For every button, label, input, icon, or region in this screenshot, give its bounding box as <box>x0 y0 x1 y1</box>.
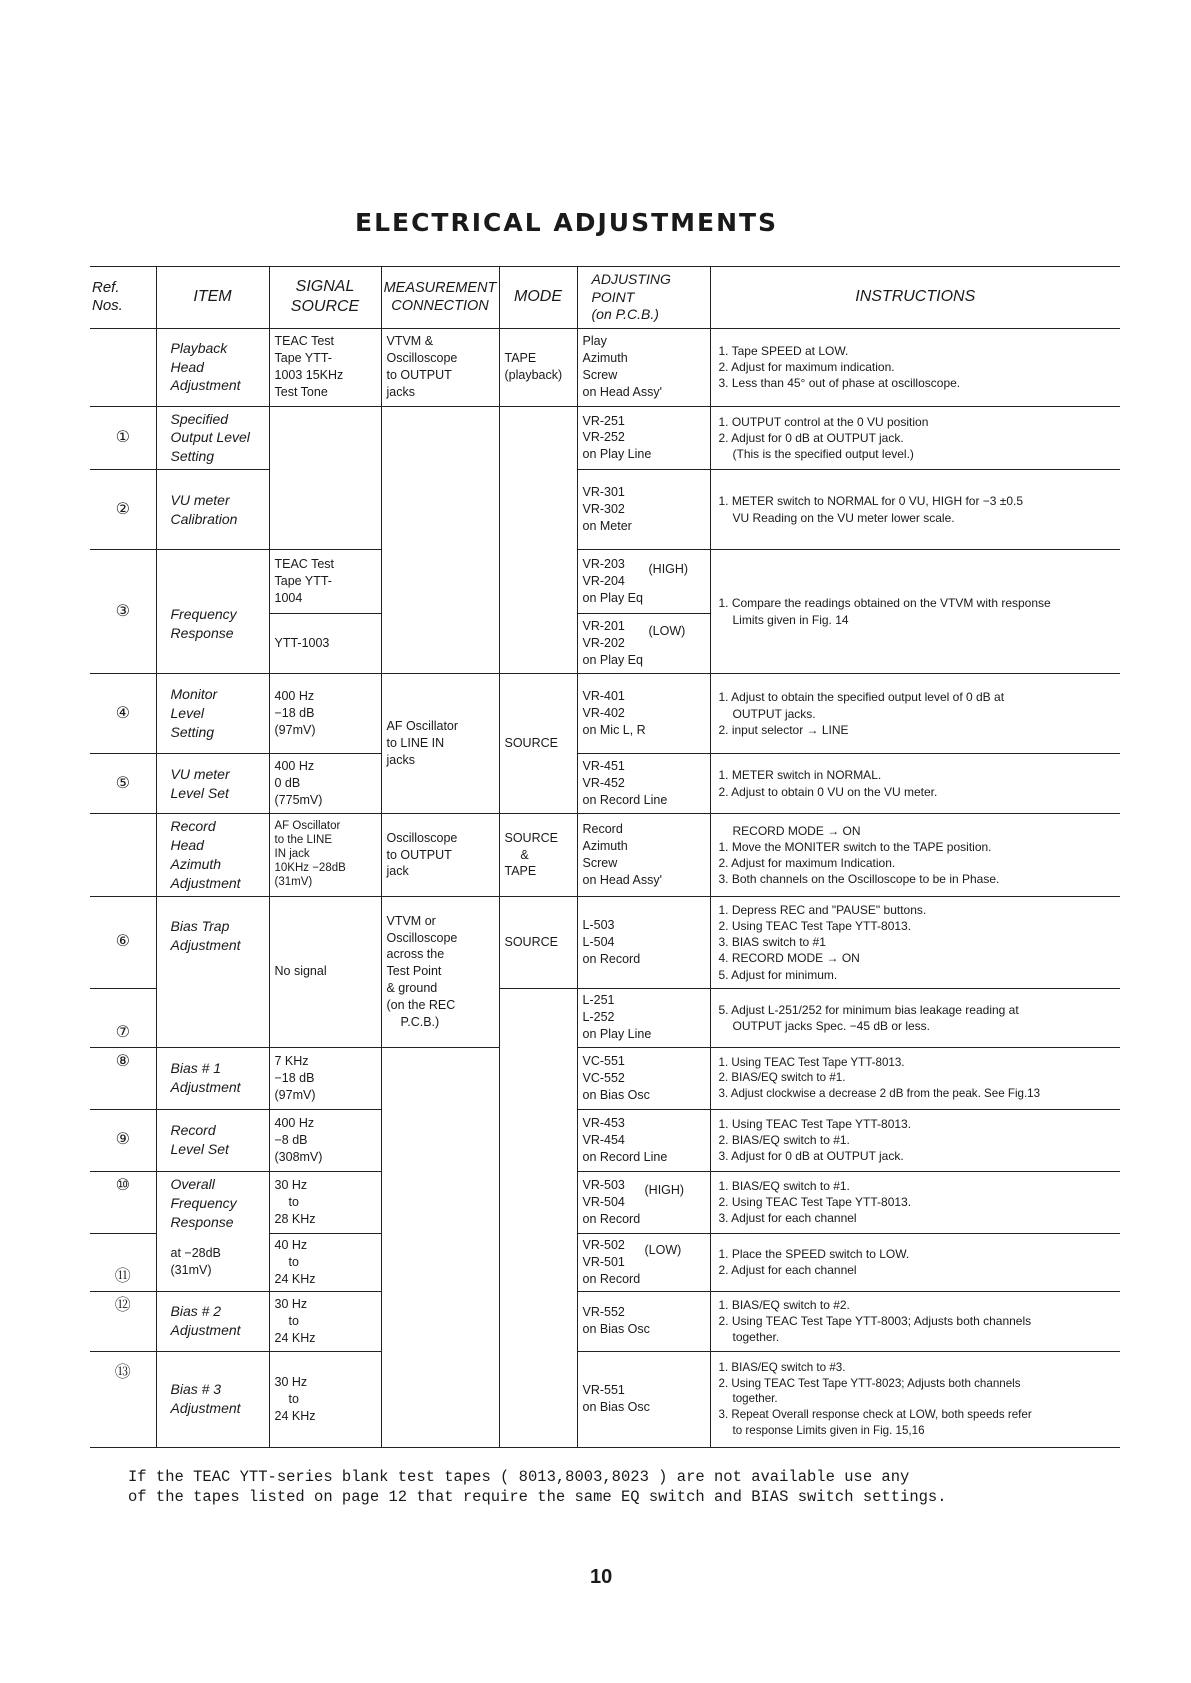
adjusting-point-cell: Record Azimuth Screw on Head Assy' <box>577 814 710 897</box>
table-row <box>90 470 1120 550</box>
ref-number: ⑤ <box>90 754 156 814</box>
item-cell: Specified Output Level Setting <box>156 406 269 470</box>
signal-cell: TEAC Test Tape YTT- 1004 <box>269 550 381 614</box>
instructions-cell: 1. Adjust to obtain the specified output level of 0 dB at OUTPUT jacks. 2. input selector → LINE <box>710 674 1120 754</box>
signal-cell <box>269 406 381 550</box>
signal-cell: No signal <box>269 896 381 1047</box>
table-row <box>90 896 1120 988</box>
mode-cell <box>499 988 577 1447</box>
item-cell: VU meter Calibration <box>156 470 269 550</box>
instructions-cell: 1. Using TEAC Test Tape YTT-8013. 2. BIAS/EQ switch to #1. 3. Adjust clockwise a decrease 2 dB from the peak. See Fig.13 <box>710 1047 1120 1109</box>
mode-cell <box>499 406 577 674</box>
adjusting-point-cell: VC-551 VC-552 on Bias Osc <box>577 1047 710 1109</box>
instructions-cell: 1. OUTPUT control at the 0 VU position 2. Adjust for 0 dB at OUTPUT jack. (This is the specified output level.) <box>710 406 1120 470</box>
ref-number: ② <box>90 470 156 550</box>
measurement-cell: Oscilloscope to OUTPUT jack <box>381 814 499 897</box>
table-row <box>90 1351 1120 1447</box>
item-cell: Frequency Response <box>156 550 269 674</box>
table-row <box>90 814 1120 897</box>
ref-number: ⑧ <box>90 1047 156 1109</box>
signal-cell: 400 Hz 0 dB (775mV) <box>269 754 381 814</box>
instructions-cell: 1. Tape SPEED at LOW. 2. Adjust for maximum indication. 3. Less than 45° out of phase at oscilloscope. <box>710 328 1120 406</box>
item-cell: Overall Frequency Response at −28dB (31mV) <box>156 1171 269 1291</box>
instructions-cell: 1. METER switch in NORMAL. 2. Adjust to obtain 0 VU on the VU meter. <box>710 754 1120 814</box>
mode-cell: SOURCE <box>499 896 577 988</box>
instructions-cell: RECORD MODE → ON 1. Move the MONITER switch to the TAPE position. 2. Adjust for maximum Indication. 3. Both channels on the Oscilloscope to be in Phase. <box>710 814 1120 897</box>
instructions-cell: 1. Compare the readings obtained on the VTVM with response Limits given in Fig. 14 <box>710 550 1120 674</box>
table-row <box>90 1109 1120 1171</box>
signal-cell: 400 Hz −18 dB (97mV) <box>269 674 381 754</box>
ref-number: ⑬ <box>90 1351 156 1447</box>
adjusting-point-cell: L-503 L-504 on Record <box>577 896 710 988</box>
ref-number: ⑪ <box>90 1233 156 1291</box>
instructions-cell: 1. Using TEAC Test Tape YTT-8013. 2. BIAS/EQ switch to #1. 3. Adjust for 0 dB at OUTPUT jack. <box>710 1109 1120 1171</box>
table-row <box>90 1291 1120 1351</box>
table-row <box>90 754 1120 814</box>
adjusting-point-cell: VR-301 VR-302 on Meter <box>577 470 710 550</box>
ref-number: ③ <box>90 550 156 674</box>
page-number: 10 <box>590 1566 613 1588</box>
mode-cell: TAPE (playback) <box>499 328 577 406</box>
item-cell: Bias # 3 Adjustment <box>156 1351 269 1447</box>
adjusting-point-cell: VR-552 on Bias Osc <box>577 1291 710 1351</box>
adjusting-point-cell: L-251 L-252 on Play Line <box>577 988 710 1047</box>
signal-cell: AF Oscillator to the LINE IN jack 10KHz −28dB (31mV) <box>269 814 381 897</box>
instructions-cell: 1. Depress REC and "PAUSE" buttons. 2. Using TEAC Test Tape YTT-8013. 3. BIAS switch to #1 4. RECORD MODE → ON 5. Adjust for minimum. <box>710 896 1120 988</box>
header-item: ITEM <box>156 267 269 329</box>
ref-cell <box>90 814 156 897</box>
instructions-cell: 1. METER switch to NORMAL for 0 VU, HIGH for −3 ±0.5 VU Reading on the VU meter lower scale. <box>710 470 1120 550</box>
adjusting-point-cell: VR-451 VR-452 on Record Line <box>577 754 710 814</box>
page-title: ELECTRICAL ADJUSTMENTS <box>355 208 779 237</box>
table-row <box>90 550 1120 612</box>
table-row <box>90 674 1120 754</box>
instructions-cell: 1. BIAS/EQ switch to #1. 2. Using TEAC Test Tape YTT-8013. 3. Adjust for each channel <box>710 1171 1120 1233</box>
adjusting-point-cell: VR-503 VR-504 on Record (HIGH) <box>577 1171 710 1233</box>
signal-cell: 30 Hz to 28 KHz <box>269 1171 381 1233</box>
signal-cell: 7 KHz −18 dB (97mV) <box>269 1047 381 1109</box>
item-cell: Playback Head Adjustment <box>156 328 269 406</box>
signal-cell: 30 Hz to 24 KHz <box>269 1291 381 1351</box>
measurement-cell: VTVM & Oscilloscope to OUTPUT jacks <box>381 328 499 406</box>
item-cell: Bias # 1 Adjustment <box>156 1047 269 1109</box>
ref-number: ① <box>90 406 156 470</box>
mode-cell: SOURCE <box>499 674 577 814</box>
instructions-cell: 1. BIAS/EQ switch to #2. 2. Using TEAC Test Tape YTT-8003; Adjusts both channels together. <box>710 1291 1120 1351</box>
ref-number: ⑦ <box>90 988 156 1047</box>
signal-cell: 40 Hz to 24 KHz <box>269 1233 381 1291</box>
header-signal-source: SIGNAL SOURCE <box>269 267 381 329</box>
adjusting-point-cell: VR-203 VR-204 on Play Eq (HIGH) <box>577 550 710 614</box>
instructions-cell: 1. Place the SPEED switch to LOW. 2. Adjust for each channel <box>710 1233 1120 1291</box>
ref-number: ⑫ <box>90 1291 156 1351</box>
ref-number: ⑥ <box>90 896 156 988</box>
table-row <box>90 328 1120 406</box>
table-row <box>90 1047 1120 1109</box>
footnote <box>128 1467 1088 1507</box>
adjusting-point-cell: VR-401 VR-402 on Mic L, R <box>577 674 710 754</box>
adjusting-point-cell: VR-251 VR-252 on Play Line <box>577 406 710 470</box>
header-adjusting-point: ADJUSTING POINT (on P.C.B.) <box>577 267 710 329</box>
footnote-line: If the TEAC YTT-series blank test tapes ( 8013,8003,8023 ) are not available use any <box>128 1468 910 1486</box>
table-header-row <box>90 267 1120 329</box>
measurement-cell: VTVM or Oscilloscope across the Test Point & ground (on the REC P.C.B.) <box>381 896 499 1047</box>
instructions-cell: 1. BIAS/EQ switch to #3. 2. Using TEAC Test Tape YTT-8023; Adjusts both channels together. 3. Repeat Overall response check at LOW, both speeds refer to response Limits given in Fig. 15,16 <box>710 1351 1120 1447</box>
item-cell: Bias # 2 Adjustment <box>156 1291 269 1351</box>
header-measurement: MEASUREMENT CONNECTION <box>381 267 499 329</box>
signal-cell: 30 Hz to 24 KHz <box>269 1351 381 1447</box>
measurement-cell: AF Oscillator to LINE IN jacks <box>381 674 499 814</box>
item-cell: VU meter Level Set <box>156 754 269 814</box>
adjusting-point-cell: VR-551 on Bias Osc <box>577 1351 710 1447</box>
adjusting-point-cell: VR-502 VR-501 on Record (LOW) <box>577 1233 710 1291</box>
measurement-cell <box>381 1047 499 1447</box>
instructions-cell: 5. Adjust L-251/252 for minimum bias leakage reading at OUTPUT jacks Spec. −45 dB or less. <box>710 988 1120 1047</box>
table-row <box>90 406 1120 470</box>
signal-cell: 400 Hz −8 dB (308mV) <box>269 1109 381 1171</box>
mode-cell: SOURCE & TAPE <box>499 814 577 897</box>
table-row <box>90 1171 1120 1233</box>
adjusting-point-cell: VR-201 VR-202 on Play Eq (LOW) <box>577 614 710 674</box>
ref-number: ⑨ <box>90 1109 156 1171</box>
adjusting-point-cell: Play Azimuth Screw on Head Assy' <box>577 328 710 406</box>
item-cell: Record Head Azimuth Adjustment <box>156 814 269 897</box>
measurement-cell <box>381 406 499 674</box>
footnote-line: of the tapes listed on page 12 that require the same EQ switch and BIAS switch settings. <box>128 1488 947 1506</box>
item-cell: Record Level Set <box>156 1109 269 1171</box>
adjustments-table <box>90 266 1120 1448</box>
signal-cell: YTT-1003 <box>269 614 381 674</box>
item-cell: Bias Trap Adjustment <box>156 896 269 1047</box>
signal-cell: TEAC Test Tape YTT- 1003 15KHz Test Tone <box>269 328 381 406</box>
header-mode: MODE <box>499 267 577 329</box>
header-instructions: INSTRUCTIONS <box>710 267 1120 329</box>
header-ref: Ref. Nos. <box>90 267 156 329</box>
ref-number: ⑩ <box>90 1171 156 1233</box>
ref-number: ④ <box>90 674 156 754</box>
item-cell: Monitor Level Setting <box>156 674 269 754</box>
ref-cell <box>90 328 156 406</box>
adjusting-point-cell: VR-453 VR-454 on Record Line <box>577 1109 710 1171</box>
